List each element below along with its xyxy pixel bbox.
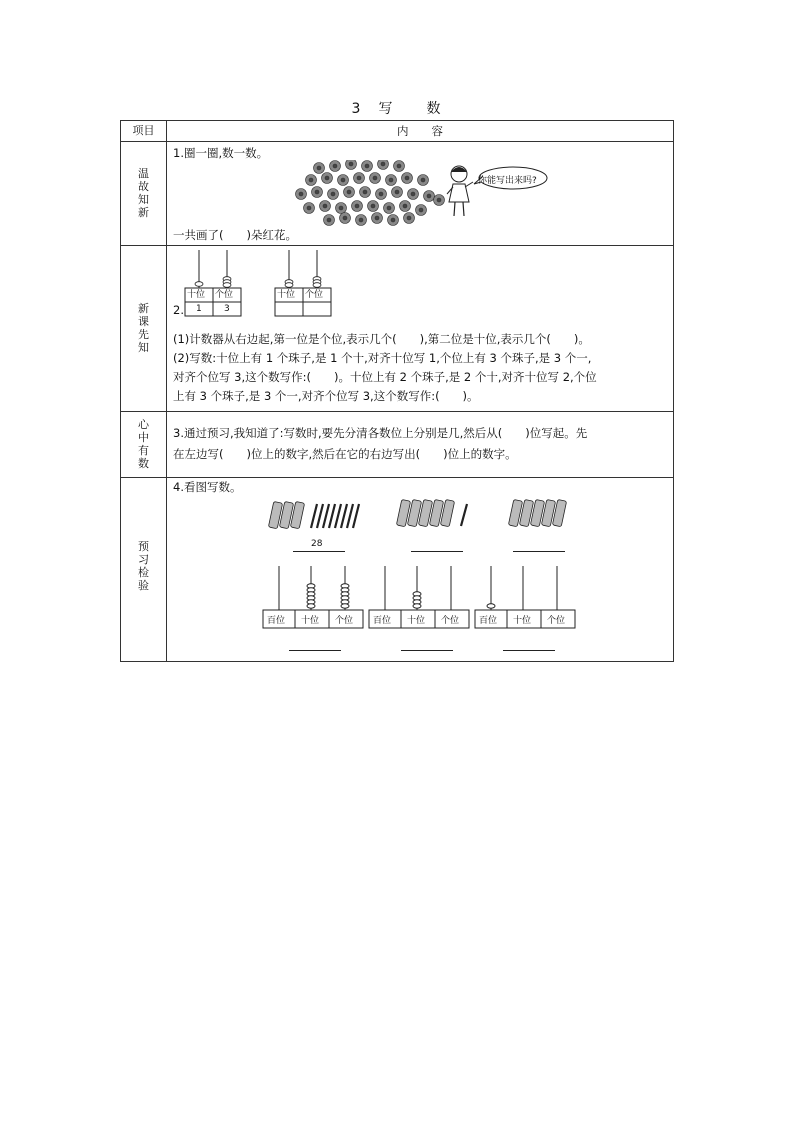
answer-line-2[interactable] xyxy=(411,551,463,552)
flower-center xyxy=(355,204,359,208)
flower-center xyxy=(421,178,425,182)
preview-line-1: (1)计数器从右边起,第一位是个位,表示几个( ),第二位是十位,表示几个( )。 xyxy=(173,332,590,346)
flower-center xyxy=(391,218,395,222)
flower-center xyxy=(357,176,361,180)
flower-center xyxy=(403,204,407,208)
section-label-preview: 新 课 先 知 xyxy=(138,302,149,354)
flower-center xyxy=(371,204,375,208)
abacus-a-ones-label: 个位 xyxy=(215,290,234,300)
flower-center xyxy=(365,164,369,168)
header-row xyxy=(121,121,673,142)
flower-center xyxy=(323,204,327,208)
flower-center xyxy=(387,206,391,210)
flower-center xyxy=(333,164,337,168)
flower-center xyxy=(349,162,353,166)
preview-line-3: 对齐个位写 3,这个数写作:( )。十位上有 2 个珠子,是 2 个十,对齐十位写 2,个位 xyxy=(173,370,597,384)
answer-line-4[interactable] xyxy=(289,650,341,651)
flower-center xyxy=(359,218,363,222)
section-preview xyxy=(121,246,673,412)
abacus3-tens-label: 十位 xyxy=(513,616,532,626)
abacus2-tens-label: 十位 xyxy=(407,616,426,626)
answer-1-value: 28 xyxy=(311,539,323,549)
flower-center xyxy=(363,190,367,194)
flower-center xyxy=(419,208,423,212)
abacus-b-tens-label: 十位 xyxy=(277,290,296,300)
section-check xyxy=(121,478,673,661)
flower-cluster xyxy=(291,160,451,226)
question-2-number: 2. xyxy=(173,303,184,317)
understanding-line-1: 3.通过预习,我知道了:写数时,要先分清各数位上分别是几,然后从( )位写起。先 xyxy=(173,426,588,440)
section-label-review: 温 故 知 新 xyxy=(138,167,149,219)
flower-center xyxy=(379,192,383,196)
abacus2-hundreds-label: 百位 xyxy=(373,616,392,626)
flower-center xyxy=(373,176,377,180)
abacus1-hundreds-label: 百位 xyxy=(267,616,286,626)
abacus-a-tens-value: 1 xyxy=(196,304,202,314)
flower-center xyxy=(325,176,329,180)
understanding-line-2: 在左边写( )位上的数字,然后在它的右边写出( )位上的数字。 xyxy=(173,447,517,461)
answer-line-6[interactable] xyxy=(503,650,555,651)
answer-line-1[interactable] xyxy=(293,551,345,552)
flower-center xyxy=(427,194,431,198)
flower-center xyxy=(347,190,351,194)
flower-center xyxy=(411,192,415,196)
flower-center xyxy=(331,192,335,196)
question-4: 4.看图写数。 xyxy=(173,480,242,494)
flower-center xyxy=(407,216,411,220)
flower-center xyxy=(341,178,345,182)
section-label-understanding: 心 中 有 数 xyxy=(138,418,149,470)
girl-illustration xyxy=(441,160,551,222)
abacus-23 xyxy=(273,250,333,318)
abacus3-ones-label: 个位 xyxy=(547,616,566,626)
flower-center xyxy=(395,190,399,194)
preview-line-4: 上有 3 个珠子,是 3 个一,对齐个位写 3,这个数写作:( )。 xyxy=(173,389,479,403)
header-item: 项目 xyxy=(132,124,155,137)
question-1-answer: 一共画了( )朵红花。 xyxy=(173,228,297,242)
page-title: 3 写 数 xyxy=(351,101,443,117)
flower-center xyxy=(405,176,409,180)
answer-line-3[interactable] xyxy=(513,551,565,552)
question-1: 1.圈一圈,数一数。 xyxy=(173,146,269,160)
flower-center xyxy=(317,166,321,170)
answer-line-5[interactable] xyxy=(401,650,453,651)
abacus3-hundreds-label: 百位 xyxy=(479,616,498,626)
flower-center xyxy=(307,206,311,210)
flower-center xyxy=(375,216,379,220)
abacus-a-ones-value: 3 xyxy=(224,304,230,314)
section-understanding xyxy=(121,412,673,478)
worksheet-table xyxy=(120,120,674,662)
flower-center xyxy=(343,216,347,220)
abacus1-tens-label: 十位 xyxy=(301,616,320,626)
flower-center xyxy=(299,192,303,196)
abacus-a-tens-label: 十位 xyxy=(187,290,206,300)
preview-line-2: (2)写数:十位上有 1 个珠子,是 1 个十,对齐十位写 1,个位上有 3 个珠子,是 3 个一, xyxy=(173,351,592,365)
speech-bubble-text: 你能写出来吗? xyxy=(478,176,537,186)
flower-center xyxy=(389,178,393,182)
abacus1-ones-label: 个位 xyxy=(335,616,354,626)
section-review xyxy=(121,142,673,246)
flower-center xyxy=(381,162,385,166)
flower-center xyxy=(339,206,343,210)
flower-center xyxy=(309,178,313,182)
header-content: 内 容 xyxy=(397,124,443,138)
flower-center xyxy=(327,218,331,222)
flower-center xyxy=(315,190,319,194)
stick-bundles xyxy=(267,498,577,534)
section-label-check: 预 习 检 验 xyxy=(138,540,149,592)
flower-center xyxy=(397,164,401,168)
abacus2-ones-label: 个位 xyxy=(441,616,460,626)
abacus-13 xyxy=(183,250,243,318)
abacus-b-ones-label: 个位 xyxy=(305,290,324,300)
